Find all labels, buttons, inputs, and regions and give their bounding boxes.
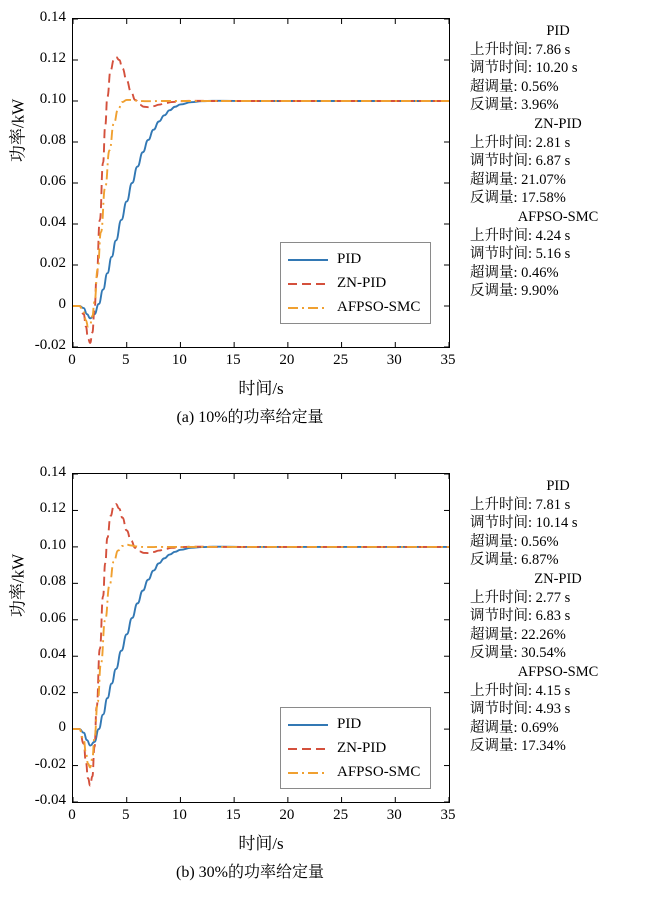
legend-label: AFPSO-SMC [337,763,421,780]
stats-line: 超调量: 0.56% [470,533,559,550]
legend-item [287,712,420,736]
stats-line: 调节时间: 4.93 s [470,701,571,718]
legend-line-swatch-icon [287,277,329,289]
x-axis-label-b: 时间/s [238,834,284,853]
x-tick-label: 30 [386,352,402,368]
stats-group-title: AFPSO-SMC [517,663,599,680]
y-tick-label: -0.02 [34,337,66,353]
legend-line-swatch-icon [287,766,329,778]
y-tick-label: 0 [58,296,66,312]
stats-line: 超调量: 0.56% [470,78,559,95]
stats-line: 调节时间: 6.87 s [470,153,571,170]
y-axis-label-b: 功率/kW [8,553,28,618]
x-tick-label: 35 [440,807,456,823]
y-tick-label: 0.14 [39,9,66,25]
x-tick-label: 30 [386,807,402,823]
y-tick-label: -0.04 [34,792,66,808]
stats-line: 上升时间: 4.24 s [470,227,571,244]
legend-label: AFPSO-SMC [337,298,421,315]
chart-panel-b [0,455,650,910]
stats-line: 上升时间: 7.81 s [470,496,571,513]
x-tick-label: 15 [225,352,241,368]
stats-line: 超调量: 22.26% [470,626,566,643]
stats-group-title: AFPSO-SMC [517,208,599,225]
x-tick-label: 0 [68,807,76,823]
stats-line: 上升时间: 2.81 s [470,134,571,151]
y-tick-label: 0.02 [39,682,66,699]
y-tick-label: -0.02 [34,755,66,772]
y-tick-label: 0.12 [39,500,66,517]
legend-label: ZN-PID [337,739,387,756]
y-tick-label: 0.12 [39,50,66,66]
legend-line-swatch-icon [287,301,329,313]
x-tick-label: 20 [279,807,295,823]
y-axis-label-a: 功率/kW [8,98,28,163]
stats-line: 调节时间: 6.83 s [470,608,571,625]
legend-line-swatch-icon [287,253,329,265]
legend-item [287,295,420,319]
legend-label: PID [337,250,362,267]
legend-label: ZN-PID [337,274,387,291]
x-tick-label: 20 [279,352,295,368]
stats-line: 上升时间: 7.86 s [470,41,571,58]
stats-line: 超调量: 0.46% [470,264,559,281]
stats-line: 反调量: 3.96% [470,97,559,114]
stats-group-title: ZN-PID [534,570,582,587]
stats-line: 反调量: 6.87% [470,552,559,569]
legend-line-swatch-icon [287,718,329,730]
stats-group-title: ZN-PID [534,115,582,132]
stats-group-title: PID [546,23,570,39]
x-tick-label: 5 [121,352,130,368]
x-tick-label: 15 [225,807,241,823]
stats-line: 调节时间: 10.20 s [470,60,578,77]
x-tick-label: 0 [68,352,76,368]
y-tick-label: 0.10 [39,536,66,553]
x-tick-label: 25 [333,352,349,368]
legend-item [287,247,420,271]
y-tick-label: 0.04 [39,646,66,663]
y-tick-label: 0.06 [39,173,66,189]
stats-line: 上升时间: 4.15 s [470,682,571,699]
stats-line: 调节时间: 10.14 s [470,515,578,532]
stats-line: 超调量: 0.69% [470,719,559,736]
stats-block-a [470,22,646,301]
stats-line: 调节时间: 5.16 s [470,246,571,263]
legend-b [280,707,431,789]
legend-label: PID [337,715,362,732]
y-tick-label: 0.14 [39,464,66,480]
y-tick-label: 0 [58,719,66,736]
y-tick-label: 0.10 [39,91,66,107]
stats-line: 反调量: 17.34% [470,738,566,755]
stats-block-b [470,477,646,756]
legend-item [287,736,420,760]
panel-caption-b: (b) 30%的功率给定量 [176,864,324,881]
x-tick-label: 5 [121,807,130,823]
x-tick-label: 35 [440,352,456,368]
y-tick-label: 0.08 [39,132,66,148]
legend-item [287,271,420,295]
panel-caption-a: (a) 10%的功率给定量 [176,409,324,426]
x-tick-label: 10 [171,807,187,823]
stats-line: 超调量: 21.07% [470,171,566,188]
x-axis-label-a: 时间/s [238,379,284,398]
y-tick-label: 0.02 [39,255,66,271]
y-tick-label: 0.04 [39,214,66,230]
x-tick-label: 25 [333,807,349,823]
stats-group-title: PID [546,478,570,494]
stats-line: 反调量: 17.58% [470,190,566,207]
stats-line: 上升时间: 2.77 s [470,589,571,606]
legend-item [287,760,420,784]
stats-line: 反调量: 9.90% [470,283,559,300]
stats-line: 反调量: 30.54% [470,645,566,662]
x-tick-label: 10 [171,352,187,368]
y-tick-label: 0.08 [39,573,66,590]
legend-line-swatch-icon [287,742,329,754]
legend-a [280,242,431,324]
y-tick-label: 0.06 [39,609,66,626]
